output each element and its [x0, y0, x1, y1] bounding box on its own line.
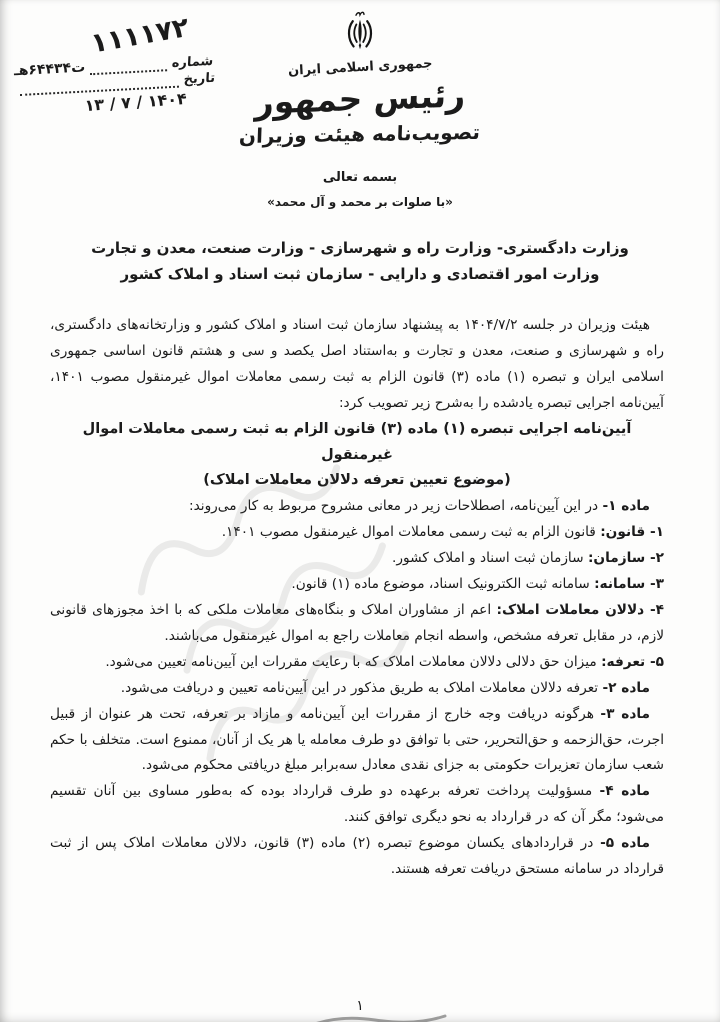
number-label: شماره: [171, 53, 215, 71]
addressee-ministries: [0, 235, 720, 287]
clause-lead: ۲- سازمان:: [587, 550, 664, 567]
office-title: رئیس جمهور: [254, 75, 466, 122]
besmeh-taala: بسمه تعالی: [322, 170, 398, 185]
iran-emblem-icon: [340, 10, 380, 58]
addressee-line-1: وزارت دادگستری- وزارت راه و شهرسازی - وزارت صنعت، معدن و تجارت: [91, 239, 629, 257]
number-date-stamp: [12, 11, 216, 118]
addressee-line-2: وزارت امور اقتصادی و دارایی - سازمان ثبت اسناد و املاک کشور: [120, 265, 600, 283]
clause-text: سامانه ثبت الکترونیک اسناد، موضوع ماده (۱) قانون.: [291, 576, 595, 593]
regulation-title: [50, 417, 664, 495]
clause-text: تعرفه دلالان معاملات املاک به طریق مذکور در این آیین‌نامه تعیین و دریافت می‌شود.: [120, 679, 603, 696]
decree-code: ت۶۴۴۳۴هـ: [13, 59, 86, 80]
clause-lead: ماده ۱-: [602, 498, 650, 515]
salawat-line: «با صلوات بر محمد و آل محمد»: [267, 195, 453, 209]
clause-madeh-1: [50, 494, 664, 520]
clause-lead: ماده ۴-: [599, 783, 651, 800]
clause-text: هرگونه دریافت وجه خارج از مقررات این آیین‌نامه و مازاد بر تعرفه، تحت هر عنوان از قبیل اجرت، حق‌الزحمه و حق‌التحریر، حتی با توافق دو طرف معامله یا هر یک از آنان، ممنوع است. متخلف با حکم شعب سازمان تعزیرات حکومتی به جزای نقدی معادل سه‌برابر مبلغ دریافتی محکوم می‌شود.: [50, 705, 664, 774]
clause-text: مسؤولیت پرداخت تعرفه برعهده دو طرف قرارداد بوده که به‌طور مساوی بین آنان تقسیم می‌شود؛ مگر آن که در قرارداد به نحو دیگری توافق کنند.: [50, 783, 664, 826]
definition-item-3: [50, 572, 664, 598]
clause-lead: ماده ۲-: [602, 679, 650, 696]
regulation-title-line-1: آیین‌نامه اجرایی تبصره (۱) ماده (۳) قانون الزام به ثبت رسمی معاملات اموال غیرمنقول: [82, 420, 632, 463]
invocation: [0, 170, 720, 209]
clause-lead: ۵- تعرفه:: [601, 653, 664, 670]
definition-item-4: [50, 598, 664, 650]
clause-madeh-4: [50, 779, 664, 831]
page-number: ۱: [356, 998, 364, 1014]
clause-text: میزان حق دلالی دلالان معاملات املاک که با رعایت مقررات این آیین‌نامه تعیین می‌شود.: [105, 653, 602, 670]
bottom-edge-artifact: [300, 1010, 450, 1022]
clause-lead: ۳- سامانه:: [594, 576, 664, 593]
dotted-line: [90, 56, 168, 75]
clause-lead: ۴- دلالان معاملات املاک:: [496, 601, 664, 618]
country-name: جمهوری اسلامی ایران: [287, 56, 433, 79]
clause-text: در این آیین‌نامه، اصطلاحات زیر در معانی مشروح مربوط به کار می‌روند:: [188, 498, 603, 515]
preamble: هیئت وزیران در جلسه ۱۴۰۴/۷/۲ به پیشنهاد سازمان ثبت اسناد و املاک کشور و وزارتخانه‌های دادگستری، راه و شهرسازی و صنعت، معدن و تجارت و به‌استناد اصل یکصد و سی و هشتم قانون اساسی جمهوری اسلامی ایران و تبصره (۱) ماده (۳) قانون الزام به ثبت رسمی معاملات اموال غیرمنقول مصوب ۱۴۰۱، آیین‌نامه اجرایی تبصره یادشده را به‌شرح زیر تصویب کرد:: [50, 317, 664, 411]
regulation-title-line-2: (موضوع تعیین تعرفه دلالان معاملات املاک): [203, 472, 511, 489]
handwritten-date: ۱۴۰۴ / ۷ / ۱۳: [84, 89, 188, 116]
clause-madeh-2: [50, 676, 664, 702]
clause-lead: ماده ۳-: [600, 705, 650, 722]
clause-lead: ۱- قانون:: [600, 524, 664, 541]
clause-text: سازمان ثبت اسناد و املاک کشور.: [392, 550, 588, 567]
clause-text: اعم از مشاوران املاک و بنگاه‌های معاملات ملکی که با اخذ مجوزهای قانونی لازم، در مقابل تعرفه مشخص، واسطه انجام معاملات راجع به اموال غیرمنقول می‌باشند.: [50, 601, 664, 644]
clause-text: در قراردادهای یکسان موضوع تبصره (۲) ماده (۳) قانون، دلالان معاملات املاک پس از ثبت قرارداد در سامانه مستحق دریافت تعرفه هستند.: [50, 835, 664, 878]
definition-item-5: [50, 650, 664, 676]
document-type: تصویب‌نامه هیئت وزیران: [239, 119, 481, 149]
definition-item-1: [50, 520, 664, 546]
clause-lead: ماده ۵-: [600, 835, 651, 852]
date-label: تاریخ: [182, 70, 215, 88]
handwritten-decree-number: ۱۱۱۱۷۲: [88, 11, 192, 60]
clause-madeh-3: [50, 702, 664, 780]
decree-body: [0, 313, 720, 883]
definition-item-2: [50, 546, 664, 572]
clause-madeh-5: [50, 831, 664, 883]
clause-text: قانون الزام به ثبت رسمی معاملات اموال غیرمنقول مصوب ۱۴۰۱.: [221, 524, 601, 541]
